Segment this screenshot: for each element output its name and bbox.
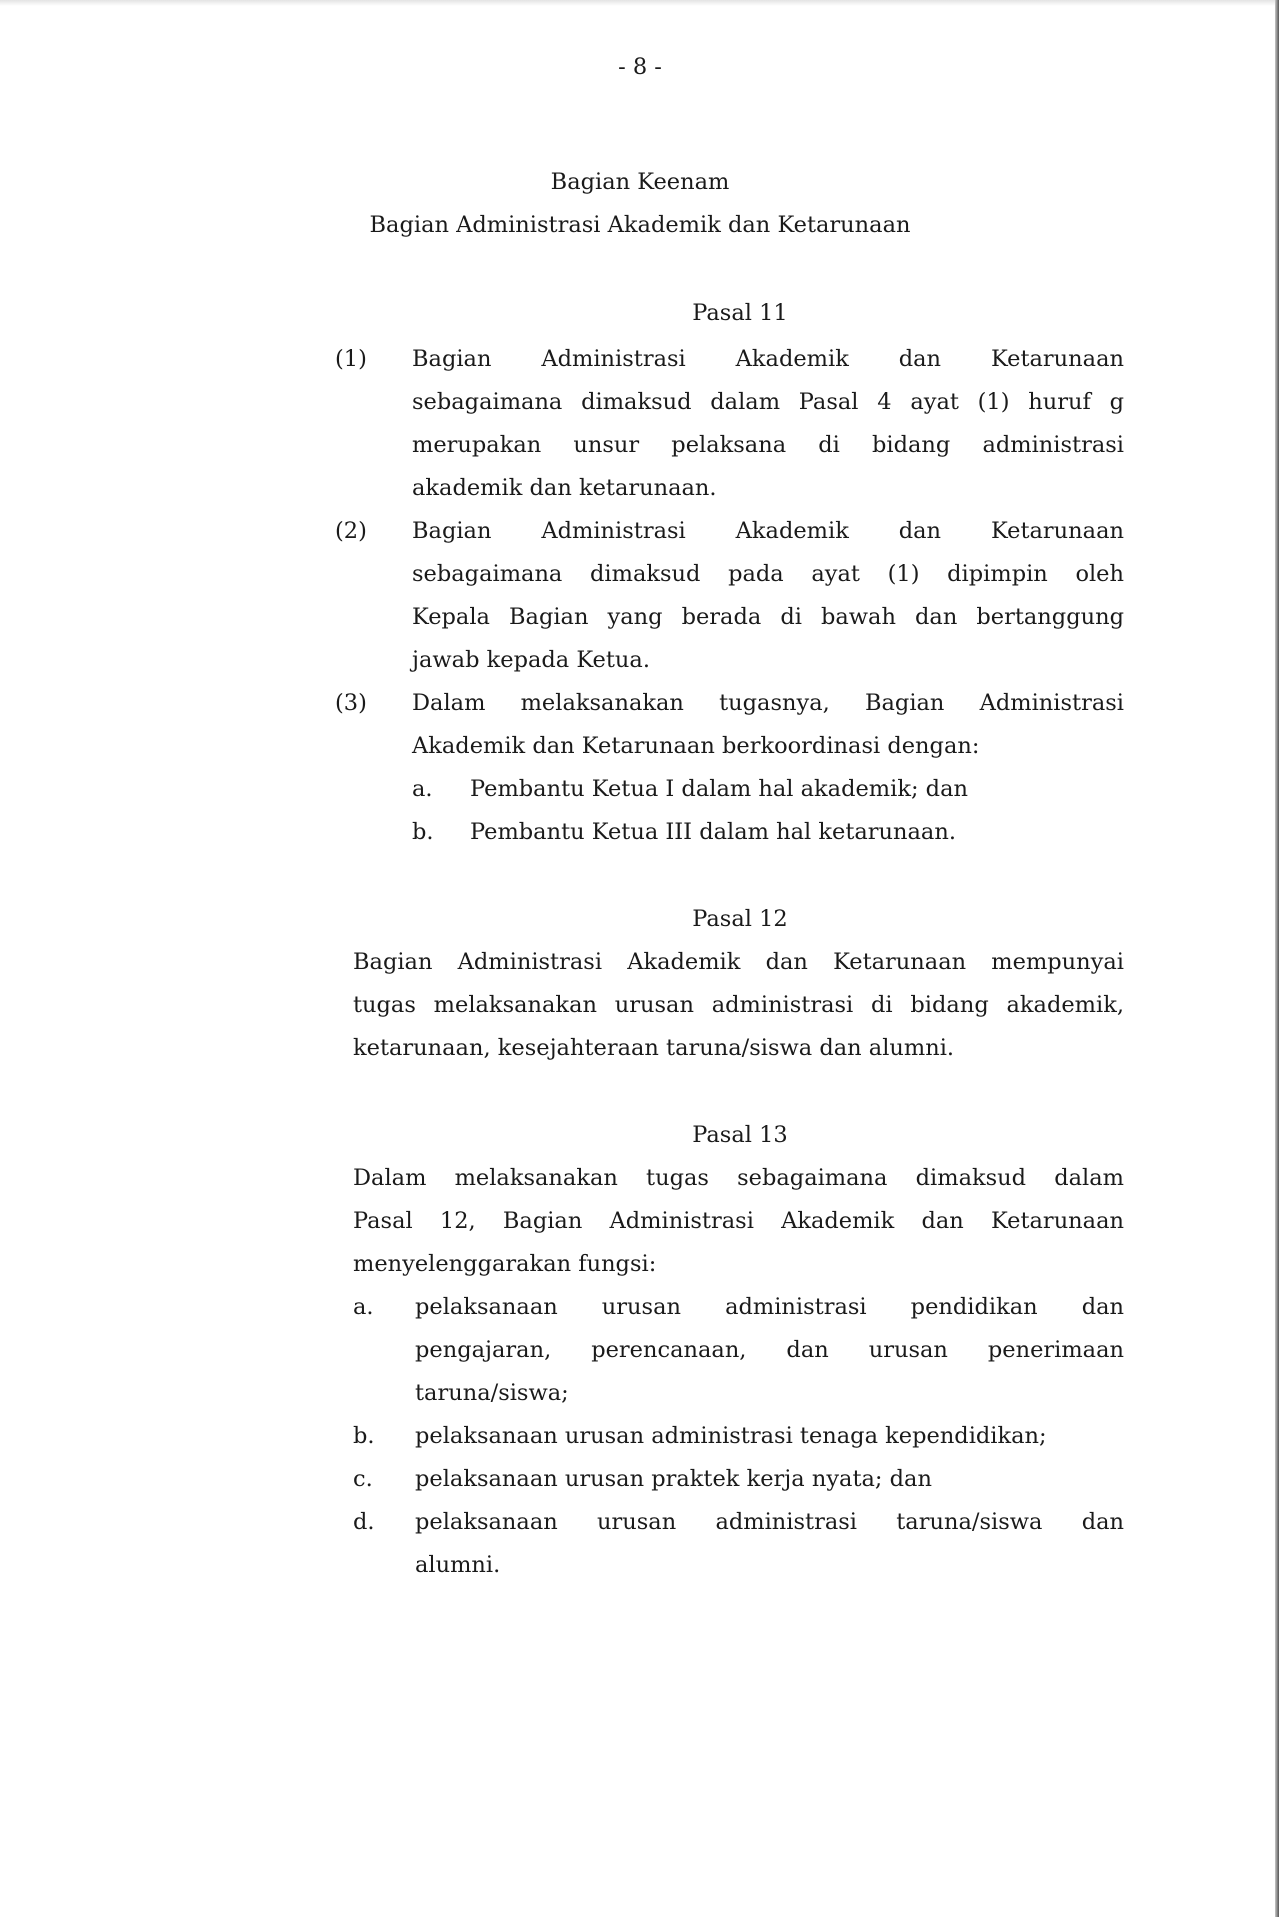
list-item-letter: a.	[353, 1294, 374, 1320]
list-item-line: pelaksanaan urusan administrasi pendidikan dan	[415, 1294, 1124, 1320]
item-number: (1)	[335, 346, 367, 372]
list-item-line: taruna/siswa;	[415, 1380, 569, 1406]
pasal-12-heading: Pasal 12	[692, 906, 788, 932]
sub-item-text: Pembantu Ketua I dalam hal akademik; dan	[470, 776, 968, 802]
paragraph-line: sebagaimana dimaksud dalam Pasal 4 ayat (1) huruf g	[412, 389, 1124, 415]
list-item-letter: d.	[353, 1509, 375, 1535]
paragraph-line: Bagian Administrasi Akademik dan Ketarunaan mempunyai	[353, 949, 1124, 975]
sub-item-letter: b.	[412, 819, 434, 845]
paragraph-line: Dalam melaksanakan tugas sebagaimana dimaksud dalam	[353, 1165, 1124, 1191]
paragraph-line: menyelenggarakan fungsi:	[353, 1251, 657, 1277]
list-item-line: pengajaran, perencanaan, dan urusan penerimaan	[415, 1337, 1124, 1363]
list-item-line: pelaksanaan urusan administrasi tenaga kependidikan;	[415, 1423, 1047, 1449]
paragraph-line: tugas melaksanakan urusan administrasi di bidang akademik,	[353, 992, 1124, 1018]
paragraph-line: sebagaimana dimaksud pada ayat (1) dipimpin oleh	[412, 561, 1124, 587]
paragraph-line: merupakan unsur pelaksana di bidang administrasi	[412, 432, 1124, 458]
list-item-line: alumni.	[415, 1552, 501, 1578]
paragraph-line: Pasal 12, Bagian Administrasi Akademik dan Ketarunaan	[353, 1208, 1124, 1234]
sub-item-letter: a.	[412, 776, 433, 802]
scan-top-edge	[0, 0, 1279, 6]
paragraph-line: Dalam melaksanakan tugasnya, Bagian Administrasi	[412, 690, 1124, 716]
paragraph-line: jawab kepada Ketua.	[412, 647, 650, 673]
list-item-line: pelaksanaan urusan administrasi taruna/siswa dan	[415, 1509, 1124, 1535]
item-number: (3)	[335, 690, 367, 716]
list-item-line: pelaksanaan urusan praktek kerja nyata; dan	[415, 1466, 932, 1492]
scan-right-edge	[1275, 0, 1279, 1917]
paragraph-line: Kepala Bagian yang berada di bawah dan bertanggung	[412, 604, 1124, 630]
section-subtitle: Bagian Administrasi Akademik dan Ketarunaan	[369, 212, 911, 238]
pasal-11-heading: Pasal 11	[692, 300, 788, 326]
list-item-letter: b.	[353, 1423, 375, 1449]
section-title: Bagian Keenam	[550, 169, 730, 195]
paragraph-line: akademik dan ketarunaan.	[412, 475, 717, 501]
paragraph-line: Akademik dan Ketarunaan berkoordinasi dengan:	[412, 733, 980, 759]
page-number: - 8 -	[618, 54, 662, 80]
item-number: (2)	[335, 518, 367, 544]
sub-item-text: Pembantu Ketua III dalam hal ketarunaan.	[470, 819, 956, 845]
paragraph-line: ketarunaan, kesejahteraan taruna/siswa dan alumni.	[353, 1035, 955, 1061]
list-item-letter: c.	[353, 1466, 373, 1492]
paragraph-line: Bagian Administrasi Akademik dan Ketarunaan	[412, 346, 1124, 372]
paragraph-line: Bagian Administrasi Akademik dan Ketarunaan	[412, 518, 1124, 544]
pasal-13-heading: Pasal 13	[692, 1122, 788, 1148]
